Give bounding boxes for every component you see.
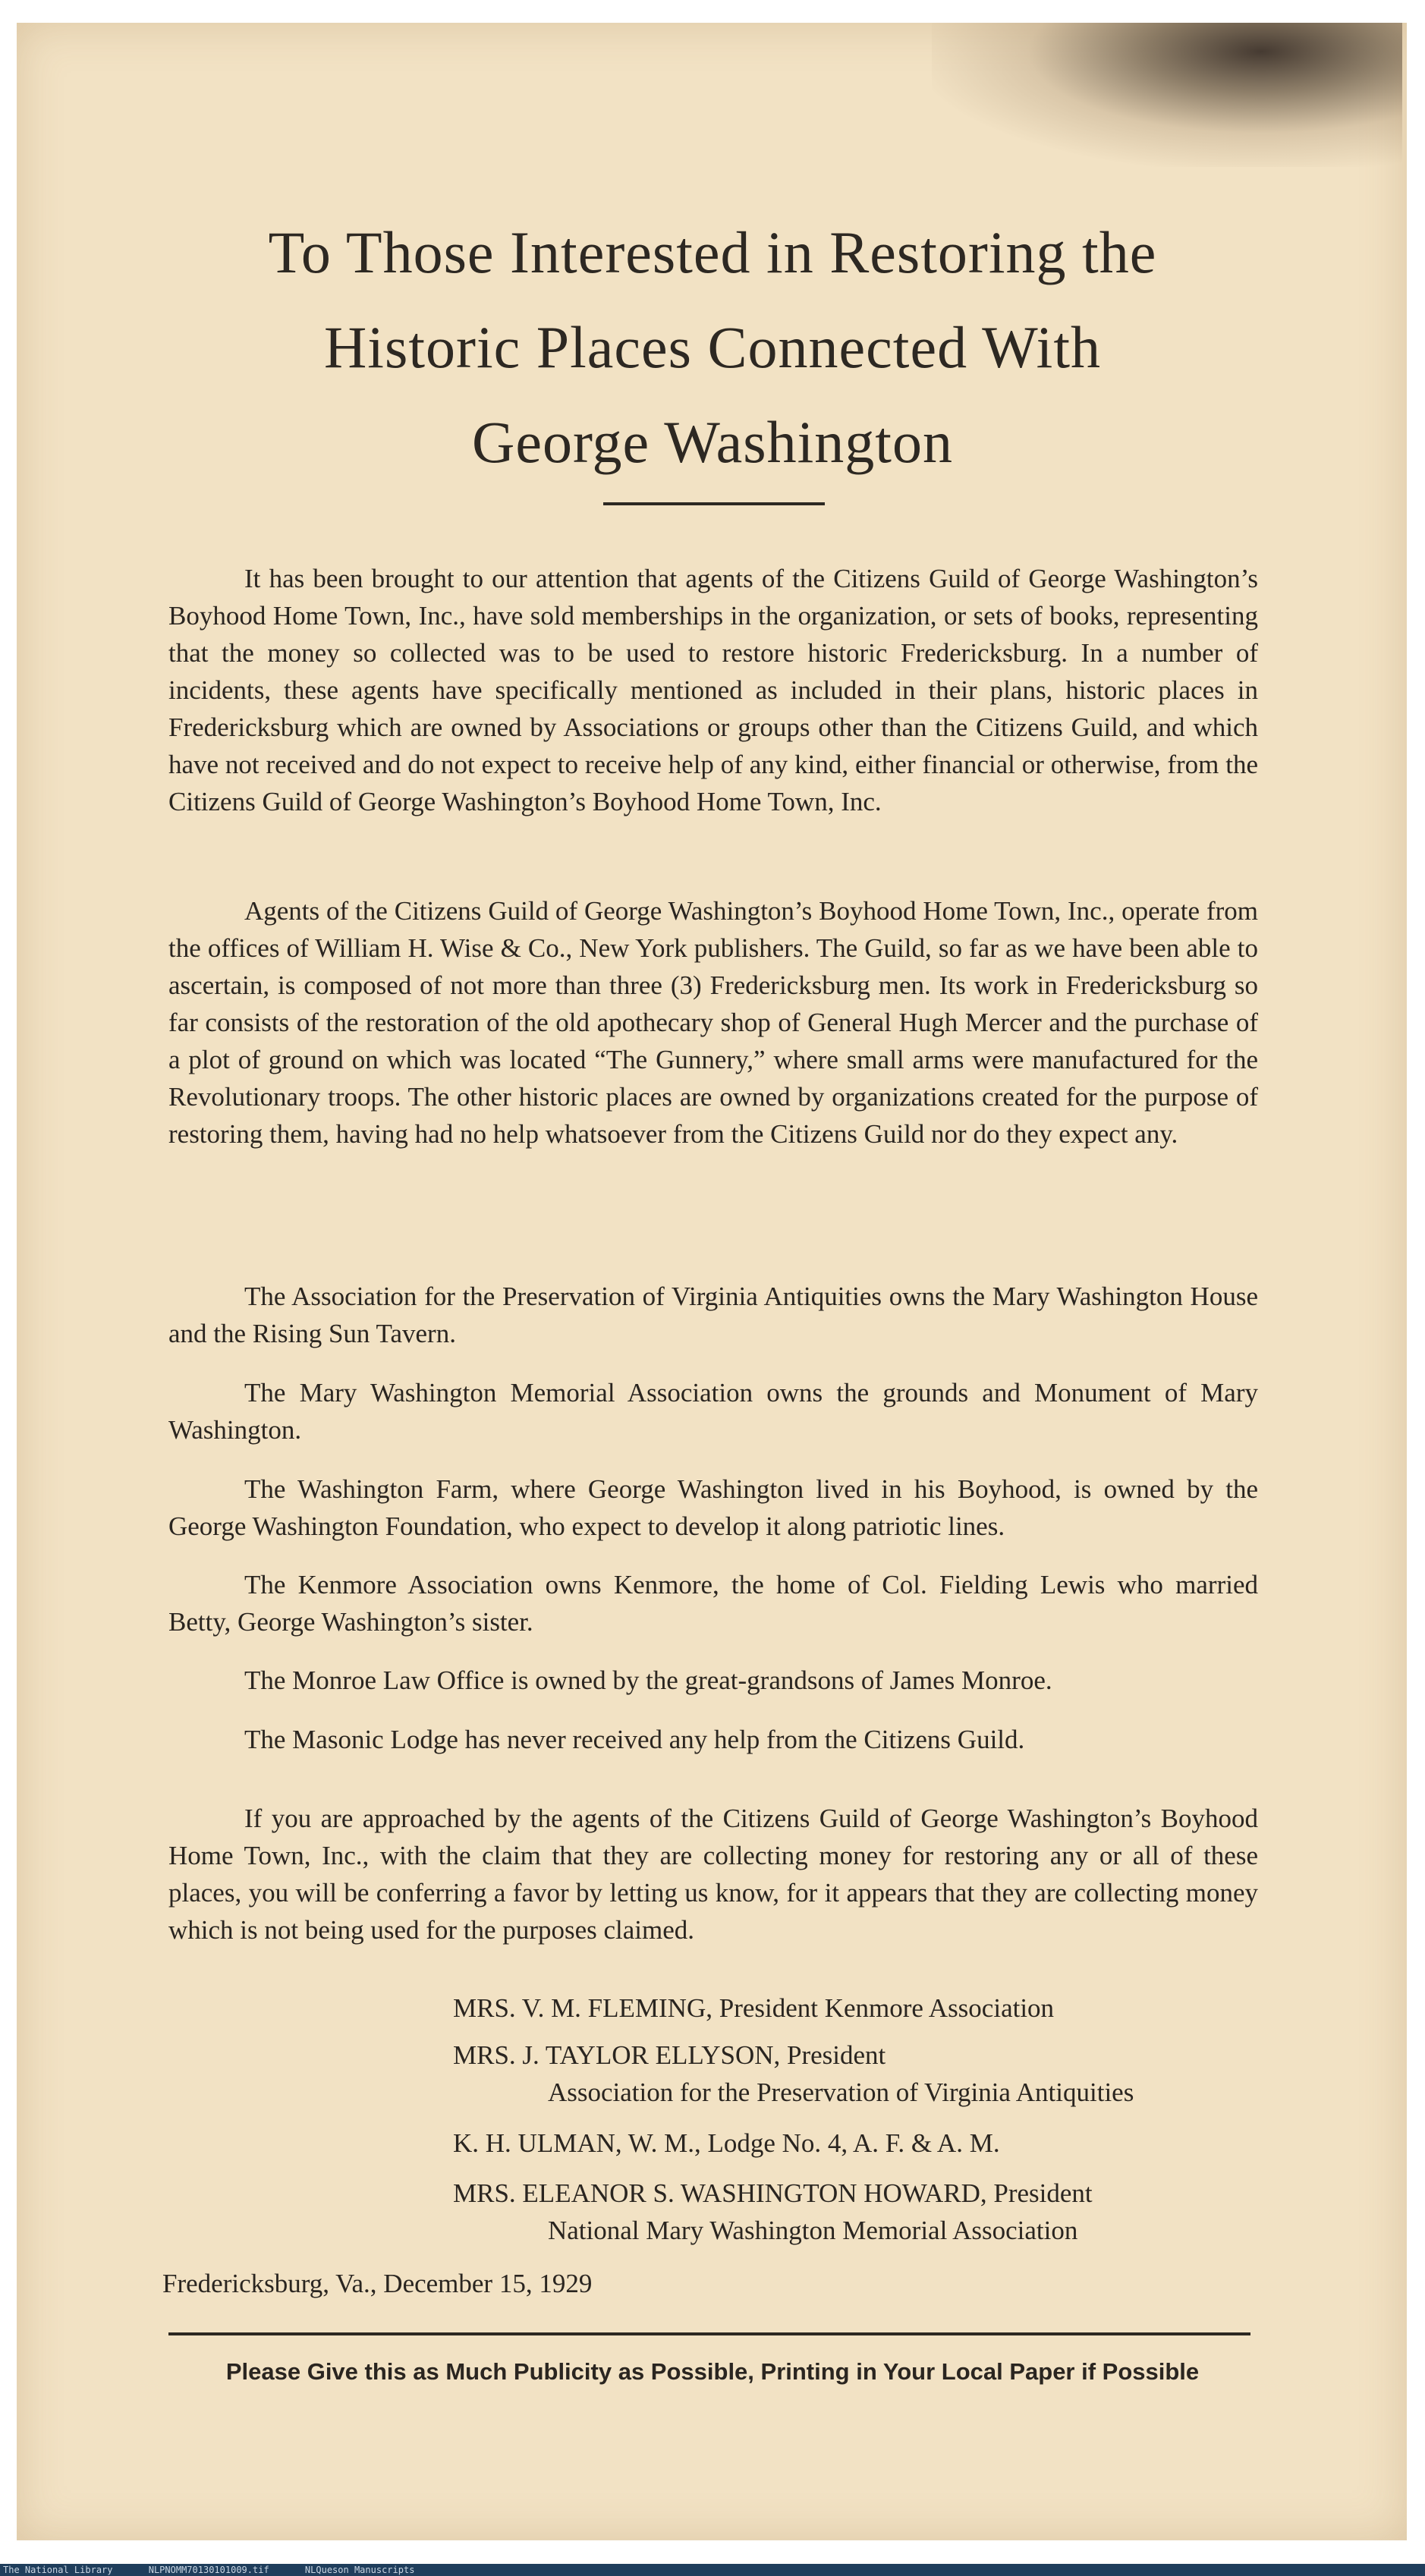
signatory-howard (453, 2175, 1288, 2249)
scan-file: NLPNOMM70130101009.tif (148, 2565, 269, 2575)
signatory-name: MRS. J. TAYLOR ELLYSON, President (453, 2040, 886, 2070)
signatory-name: K. H. ULMAN, W. M., Lodge No. 4, A. F. & A. M. (453, 2128, 1000, 2158)
signatory-name: MRS. V. M. FLEMING, President Kenmore Association (453, 1993, 1055, 2023)
scan-library: The National Library (3, 2565, 113, 2575)
title-line-1: To Those Interested in Restoring the (268, 219, 1157, 285)
title-line-3: George Washington (472, 409, 953, 475)
page-title (0, 205, 1425, 489)
footer-divider (168, 2332, 1250, 2335)
signatory-organization: National Mary Washington Memorial Association (548, 2216, 1078, 2245)
paragraph-apva: The Association for the Preservation of Virginia Antiquities owns the Mary Washington House and the Rising Sun Tavern. (168, 1282, 1258, 1348)
signatory-ellyson (453, 2037, 1288, 2111)
paragraph-kenmore: The Kenmore Association owns Kenmore, the home of Col. Fielding Lewis who married Betty, George Washington’s sister. (168, 1570, 1258, 1637)
scan-collection: NLQueson Manuscripts (304, 2565, 415, 2575)
paragraph-masonic: The Masonic Lodge has never received any help from the Citizens Guild. (244, 1725, 1025, 1754)
title-line-2: Historic Places Connected With (323, 314, 1102, 380)
title-divider (603, 502, 825, 505)
scan-info-strip (0, 2564, 1425, 2576)
paragraph-monroe: The Monroe Law Office is owned by the great-grandsons of James Monroe. (244, 1665, 1052, 1695)
signatory-name: MRS. ELEANOR S. WASHINGTON HOWARD, President (453, 2178, 1093, 2208)
paragraph-appeal: If you are approached by the agents of the Citizens Guild of George Washington’s Boyhood Home Town, Inc., with the claim that they are collecting money for restoring any or all of these places, you will be conferring a favor by letting us know, for it appears that they are collecting money which is not being used for the purposes claimed. (168, 1804, 1258, 1945)
signatory-ulman (453, 2125, 1288, 2162)
paragraph-agents: Agents of the Citizens Guild of George Washington’s Boyhood Home Town, Inc., operate from the offices of William H. Wise & Co., New York publishers. The Guild, so far as we have been able to ascertain, is composed of not more than three (3) Fredericksburg men. Its work in Fredericksburg so far consists of the restoration of the old apothecary shop of General Hugh Mercer and the purchase of a plot of ground on which was located “The Gunnery,” where small arms were manufactured for the Revolutionary troops. The other historic places are owned by organizations created for the purpose of restoring them, having had no help whatsoever from the Citizens Guild nor do they expect any. (168, 896, 1258, 1149)
paragraph-memorial: The Mary Washington Memorial Association owns the grounds and Monument of Mary Washington. (168, 1378, 1258, 1445)
paragraph-farm: The Washington Farm, where George Washington lived in his Boyhood, is owned by the George Washington Foundation, who expect to develop it along patriotic lines. (168, 1474, 1258, 1541)
publicity-note: Please Give this as Much Publicity as Possible, Printing in Your Local Paper if Possible (225, 2358, 1200, 2385)
dateline: Fredericksburg, Va., December 15, 1929 (162, 2269, 593, 2298)
paragraph-intro: It has been brought to our attention that agents of the Citizens Guild of George Washington’s Boyhood Home Town, Inc., have sold memberships in the organization, or sets of books, representing that the money so collected was to be used to restore historic Fredericksburg. In a number of incidents, these agents have specifically mentioned as included in their plans, historic places in Fredericksburg which are owned by Associations or groups other than the Citizens Guild, and which have not received and do not expect to receive help of any kind, either financial or otherwise, from the Citizens Guild of George Washington’s Boyhood Home Town, Inc. (168, 564, 1258, 816)
signatory-fleming (453, 1989, 1288, 2027)
signatory-organization: Association for the Preservation of Virginia Antiquities (548, 2077, 1134, 2107)
